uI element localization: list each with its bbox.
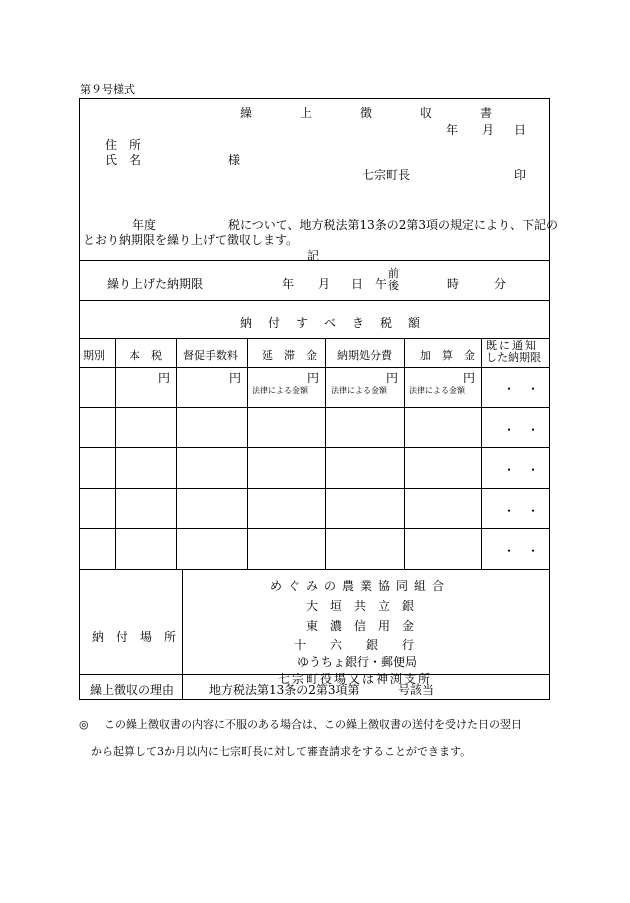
divider	[79, 338, 550, 339]
payment-place: 七宗町役場又は神渕支所	[278, 672, 433, 686]
payment-place: 東 濃 信 用 金	[306, 619, 415, 633]
yen-unit: 円	[229, 371, 242, 385]
payment-place: 十 六 銀 行	[294, 638, 415, 652]
form-number: 第９号様式	[80, 83, 135, 96]
payment-place: 大 垣 共 立 銀	[306, 599, 415, 613]
divider	[79, 674, 550, 675]
deadline-minute: 分	[494, 277, 507, 291]
row-divider	[79, 447, 550, 448]
col-demand-fee: 督促手数料	[183, 349, 238, 362]
divider	[79, 300, 550, 301]
payment-place: ゆうちょ銀行・郵便局	[297, 655, 418, 669]
reason-label: 繰上徴収の理由	[90, 683, 175, 697]
date-year: 年	[446, 123, 459, 137]
date-dots: ・ ・	[503, 423, 540, 437]
divider	[79, 367, 550, 368]
date-dots: ・ ・	[503, 504, 540, 518]
yen-unit: 円	[158, 371, 171, 385]
body-text-1: 税について、地方税法第13条の2第3項の規定により、下記の	[228, 218, 559, 232]
date-dots: ・ ・	[503, 544, 540, 558]
row-divider	[79, 569, 550, 570]
yen-unit: 円	[463, 371, 476, 385]
date-day: 日	[514, 123, 527, 137]
body-text-2: とおり納期限を繰り上げて徴収します。	[83, 233, 299, 247]
col-divider	[404, 338, 405, 569]
name-honorific: 様	[228, 153, 241, 167]
col-delinquency: 延 滞 金	[262, 349, 317, 362]
reason-text: 地方税法第13条の2第3項第	[209, 683, 360, 697]
legal-amount-note: 法律による金額	[409, 386, 465, 395]
col-divider	[325, 338, 326, 569]
legal-amount-note: 法律による金額	[252, 386, 308, 395]
date-month: 月	[482, 123, 495, 137]
col-divider	[182, 569, 183, 700]
date-dots: ・ ・	[503, 382, 540, 396]
deadline-ampm: 前 後	[388, 267, 399, 292]
reason-suffix: 号該当	[398, 683, 435, 697]
address-label: 住 所	[105, 138, 142, 152]
payment-place: めぐみの農業協同組合	[270, 579, 451, 593]
col-previous-deadline: 既に通知 した納期限	[486, 339, 541, 364]
note-line-1: この繰上徴収書の内容に不服のある場合は、この繰上徴収書の送付を受けた日の翌日	[104, 718, 522, 731]
deadline-day: 日	[351, 277, 364, 291]
col-divider	[115, 338, 116, 569]
issuer: 七宗町長	[362, 168, 411, 182]
col-principal-tax: 本 税	[129, 349, 162, 362]
deadline-ampm-prefix: 午	[375, 277, 388, 291]
col-divider	[481, 338, 482, 569]
tax-header: 納 付 す べ き 税 額	[240, 316, 423, 330]
col-period: 期別	[83, 349, 105, 362]
body-year: 年度	[132, 218, 157, 232]
row-divider	[79, 488, 550, 489]
col-divider	[247, 338, 248, 569]
note-line-2: から起算して3か月以内に七宗町長に対して審査請求をすることができます。	[91, 745, 472, 758]
date-dots: ・ ・	[503, 463, 540, 477]
col-additional: 加 算 金	[420, 349, 475, 362]
payment-place-label: 納 付 場 所	[92, 630, 177, 644]
note-mark: ◎	[79, 718, 89, 731]
deadline-month: 月	[318, 277, 331, 291]
deadline-year: 年	[282, 277, 295, 291]
legal-amount-note: 法律による金額	[331, 386, 387, 395]
name-label: 氏 名	[105, 153, 142, 167]
ki-mark: 記	[307, 249, 320, 263]
document-title: 繰 上 徴 収 書	[240, 106, 511, 120]
row-divider	[79, 407, 550, 408]
yen-unit: 円	[307, 371, 320, 385]
seal-mark: 印	[514, 168, 527, 182]
yen-unit: 円	[386, 371, 399, 385]
deadline-label: 繰り上げた納期限	[107, 277, 204, 291]
col-divider	[176, 338, 177, 569]
deadline-hour: 時	[447, 277, 460, 291]
row-divider	[79, 528, 550, 529]
col-disposition-fee: 納期処分費	[337, 349, 392, 362]
divider	[79, 260, 550, 261]
